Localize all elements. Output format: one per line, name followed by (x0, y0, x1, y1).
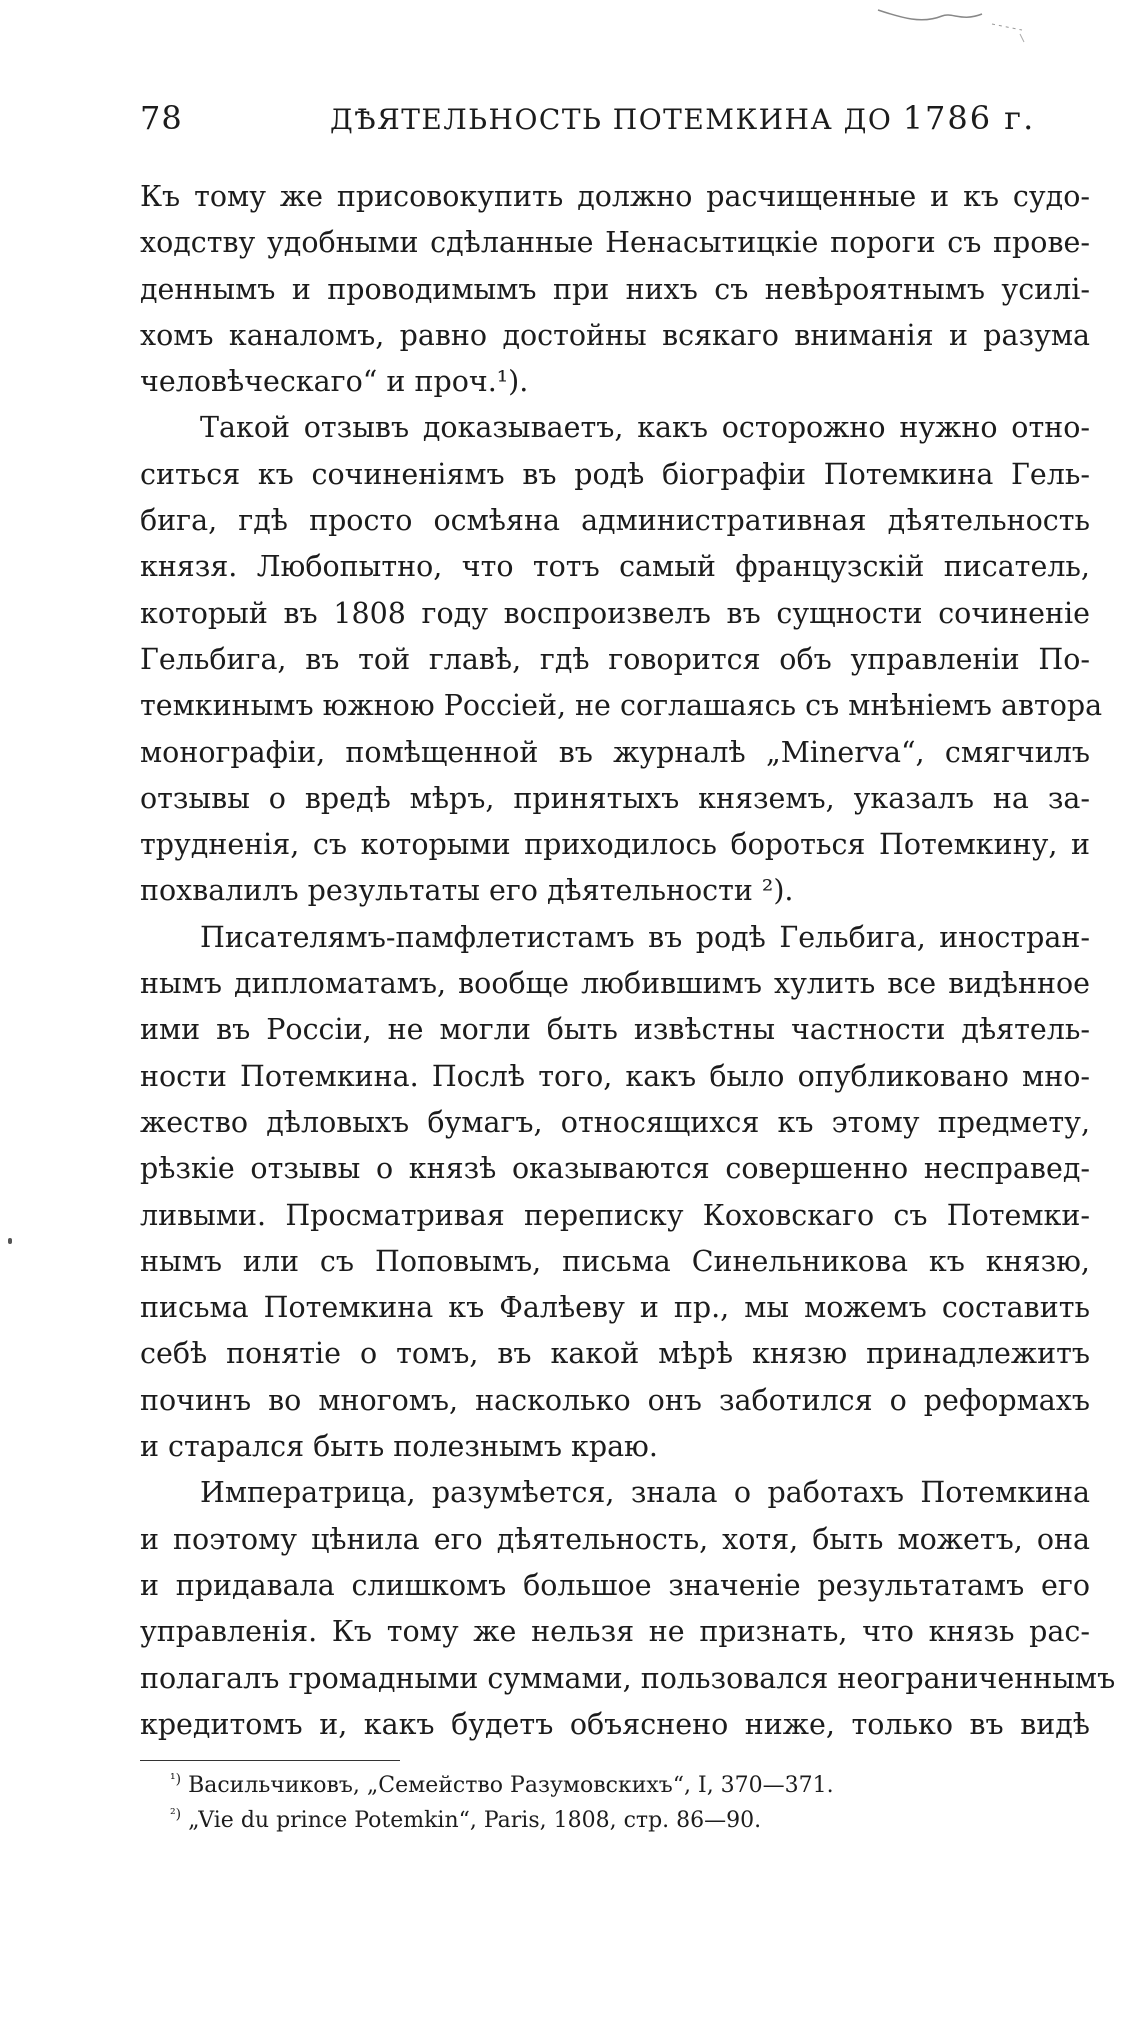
text-line: князя. Любопытно, что тотъ самый французскій писатель, (140, 550, 1090, 584)
text-line: который въ 1808 году воспроизвелъ въ сущности сочиненіе (140, 596, 1090, 630)
footnote-1 (170, 1768, 1070, 1803)
text-line: бига, гдѣ просто осмѣяна административная дѣятельность (140, 504, 1090, 538)
footnote-mark: ¹) (170, 1771, 182, 1788)
footnote-divider (140, 1760, 400, 1761)
text-line: человѣческаго“ и проч.¹). (140, 365, 529, 399)
text-line: и старался быть полезнымъ краю. (140, 1430, 658, 1464)
footnote-text: „Vie du prince Potemkin“, Paris, 1808, стр. 86—90. (188, 1808, 762, 1833)
text-line: деннымъ и проводимымъ при нихъ съ невѣроятнымъ усилі- (140, 272, 1090, 306)
paragraph-start-line: Императрица, разумѣется, знала о работахъ Потемкина (200, 1476, 1090, 1510)
text-line: Къ тому же присовокупить должно расчищенные и къ судо- (140, 180, 1090, 213)
body-text (140, 174, 1116, 1748)
text-line: управленія. Къ тому же нельзя не признать, что князь рас- (140, 1615, 1090, 1649)
text-line: хомъ каналомъ, равно достойны всякаго вниманія и разума (140, 318, 1090, 352)
running-title-text: ДѢЯТЕЛЬНОСТЬ ПОТЕМКИНА ДО (330, 103, 893, 136)
text-line: ходству удобными сдѣланные Ненасытицкіе пороги съ прове- (140, 226, 1090, 260)
text-line: жество дѣловыхъ бумагъ, относящихся къ этому предмету, (140, 1105, 1090, 1139)
running-title (330, 96, 1035, 142)
text-line: Гельбига, въ той главѣ, гдѣ говорится объ управленіи По- (140, 642, 1090, 676)
text-line: ими въ Россіи, не могли быть извѣстны частности дѣятель- (140, 1013, 1090, 1047)
text-line: монографіи, помѣщенной въ журналѣ „Minerva“, смягчилъ (140, 735, 1090, 769)
text-line: себѣ понятіе о томъ, въ какой мѣрѣ князю принадлежитъ (140, 1337, 1090, 1371)
footnote-mark: ²) (170, 1806, 182, 1823)
text-line: полагалъ громадными суммами, пользовался неограниченнымъ (140, 1661, 1116, 1695)
scan-speck (8, 1238, 12, 1244)
text-line: темкинымъ южною Россіей, не соглашаясь съ мнѣніемъ автора (140, 689, 1103, 723)
footnote-text: Васильчиковъ, „Семейство Разумовскихъ“, I, 370—371. (188, 1773, 834, 1798)
text-line: похвалилъ результаты его дѣятельности ²). (140, 874, 794, 908)
text-line: нымъ или съ Поповымъ, письма Синельникова къ князю, (140, 1244, 1090, 1278)
scan-artifact-icon (872, 4, 1032, 44)
running-title-year: 1786 г. (902, 99, 1036, 137)
text-line: ливыми. Просматривая переписку Коховскаго съ Потемки- (140, 1198, 1090, 1232)
text-line: и поэтому цѣнила его дѣятельность, хотя, быть можетъ, она (140, 1522, 1090, 1556)
text-line: и придавала слишкомъ большое значеніе результатамъ его (140, 1568, 1090, 1602)
text-line: ситься къ сочиненіямъ въ родѣ біографіи Потемкина Гель- (140, 457, 1090, 491)
page-number: 78 (140, 99, 183, 137)
text-line: починъ во многомъ, насколько онъ заботился о реформахъ (140, 1383, 1090, 1417)
text-line: письма Потемкина къ Фалѣеву и пр., мы можемъ составить (140, 1291, 1090, 1325)
text-line: рѣзкіе отзывы о князѣ оказываются совершенно несправед- (140, 1152, 1090, 1186)
text-line: нымъ дипломатамъ, вообще любившимъ хулить все видѣнное (140, 967, 1090, 1001)
paragraph-start-line: Такой отзывъ доказываетъ, какъ осторожно нужно отно- (200, 411, 1090, 445)
text-line: кредитомъ и, какъ будетъ объяснено ниже, только въ видѣ (140, 1707, 1090, 1741)
text-line: трудненія, съ которыми приходилось бороться Потемкину, и (140, 828, 1090, 862)
footnotes (170, 1768, 1070, 1838)
page-header (140, 96, 1090, 140)
paragraph-start-line: Писателямъ-памфлетистамъ въ родѣ Гельбига, иностран- (200, 920, 1090, 954)
text-line: отзывы о вредѣ мѣръ, принятыхъ княземъ, указалъ на за- (140, 781, 1090, 815)
text-line: ности Потемкина. Послѣ того, какъ было опубликовано мно- (140, 1059, 1090, 1093)
footnote-2 (170, 1803, 1070, 1838)
